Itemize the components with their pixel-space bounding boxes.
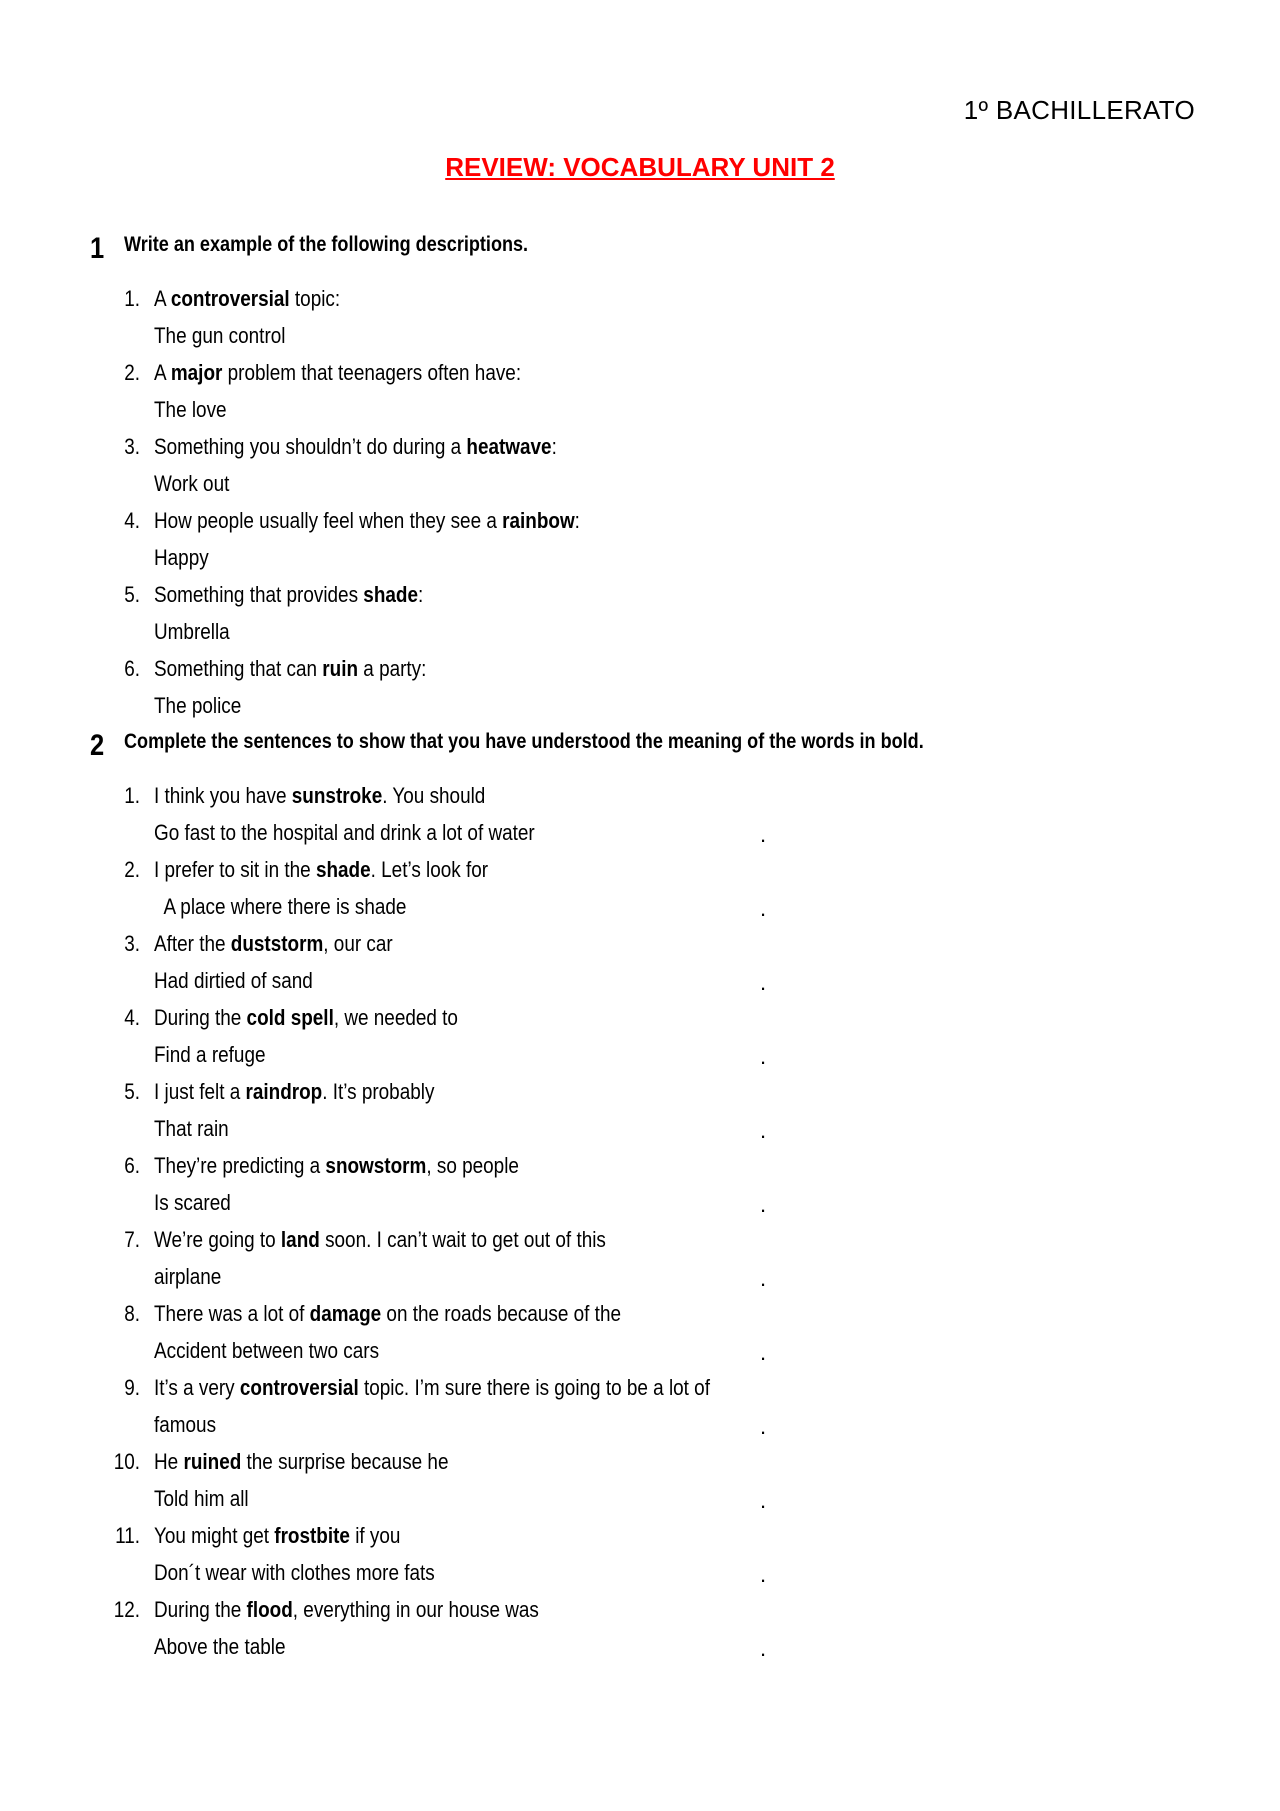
item-number: 3. bbox=[124, 931, 140, 956]
item-number: 6. bbox=[124, 1153, 140, 1178]
prompt-text: the surprise because he bbox=[241, 1449, 449, 1474]
prompt-text: . Let’s look for bbox=[370, 857, 489, 882]
list-item bbox=[90, 999, 1210, 1073]
item-number: 5. bbox=[124, 1079, 140, 1104]
line-end-period: . bbox=[760, 1636, 767, 1661]
item-answer: Don´t wear with clothes more fats bbox=[154, 1560, 435, 1585]
bold-keyword: heatwave bbox=[466, 434, 552, 459]
prompt-text: Something that provides bbox=[154, 582, 364, 607]
item-prompt bbox=[154, 1073, 434, 1110]
item-number: 7. bbox=[124, 1227, 140, 1252]
item-number: 11. bbox=[115, 1523, 140, 1548]
bold-keyword: sunstroke bbox=[291, 783, 383, 808]
bold-keyword: raindrop bbox=[245, 1079, 323, 1104]
list-item bbox=[90, 1517, 1210, 1591]
prompt-text: if you bbox=[349, 1523, 401, 1548]
bold-keyword: frostbite bbox=[274, 1523, 350, 1548]
prompt-text: , our car bbox=[323, 931, 393, 956]
item-prompt bbox=[154, 1221, 606, 1258]
list-item bbox=[90, 650, 1210, 724]
line-end-period: . bbox=[760, 970, 767, 995]
prompt-text: : bbox=[417, 582, 424, 607]
line-end-period: . bbox=[760, 1488, 767, 1513]
line-end-period: . bbox=[760, 1192, 767, 1217]
bold-keyword: flood bbox=[246, 1597, 293, 1622]
bold-keyword: rainbow bbox=[502, 508, 575, 533]
item-prompt bbox=[154, 1443, 448, 1480]
exercise-number: 1 bbox=[90, 232, 105, 265]
exercise-2-heading bbox=[90, 727, 1210, 761]
item-prompt bbox=[154, 925, 393, 962]
item-prompt bbox=[154, 1147, 519, 1184]
item-answer: Told him all bbox=[154, 1486, 249, 1511]
prompt-text: topic: bbox=[289, 286, 341, 311]
prompt-text: You might get bbox=[154, 1523, 275, 1548]
item-prompt bbox=[154, 1591, 539, 1628]
bold-keyword: shade bbox=[315, 857, 371, 882]
item-number: 2. bbox=[124, 857, 140, 882]
bold-keyword: ruined bbox=[183, 1449, 242, 1474]
list-item bbox=[90, 1147, 1210, 1221]
prompt-text: : bbox=[574, 508, 580, 533]
bold-keyword: controversial bbox=[239, 1375, 359, 1400]
item-prompt bbox=[154, 280, 340, 317]
prompt-text: problem that teenagers often have: bbox=[222, 360, 522, 385]
item-answer: The police bbox=[154, 693, 242, 718]
item-answer: Work out bbox=[154, 471, 230, 496]
item-prompt bbox=[154, 502, 580, 539]
list-item bbox=[90, 354, 1210, 428]
item-prompt bbox=[154, 1369, 710, 1406]
line-end-period: . bbox=[760, 1118, 767, 1143]
prompt-text: I just felt a bbox=[154, 1079, 246, 1104]
prompt-text: A bbox=[154, 286, 171, 311]
prompt-text: a party: bbox=[358, 656, 427, 681]
prompt-text: . You should bbox=[382, 783, 486, 808]
prompt-text: How people usually feel when they see a bbox=[154, 508, 503, 533]
list-item bbox=[90, 280, 1210, 354]
prompt-text: A bbox=[154, 360, 171, 385]
item-answer: Umbrella bbox=[154, 619, 230, 644]
bold-keyword: snowstorm bbox=[325, 1153, 427, 1178]
list-item bbox=[90, 1221, 1210, 1295]
prompt-text: During the bbox=[154, 1597, 247, 1622]
item-answer: Happy bbox=[154, 545, 209, 570]
item-answer: Accident between two cars bbox=[154, 1338, 380, 1363]
item-number: 1. bbox=[124, 286, 140, 311]
list-item bbox=[90, 1295, 1210, 1369]
prompt-text: , so people bbox=[426, 1153, 519, 1178]
exercise-2 bbox=[90, 727, 1210, 1665]
item-prompt bbox=[154, 650, 426, 687]
item-number: 10. bbox=[113, 1449, 140, 1474]
item-number: 4. bbox=[124, 508, 140, 533]
bold-keyword: ruin bbox=[322, 656, 359, 681]
item-answer: Had dirtied of sand bbox=[154, 968, 313, 993]
prompt-text: . It’s probably bbox=[322, 1079, 435, 1104]
item-answer: That rain bbox=[154, 1116, 229, 1141]
exercise-instruction: Write an example of the following descriptions. bbox=[124, 233, 529, 256]
line-end-period: . bbox=[760, 822, 767, 847]
item-prompt bbox=[154, 1295, 621, 1332]
item-answer: Is scared bbox=[154, 1190, 231, 1215]
prompt-text: Something you shouldn’t do during a bbox=[154, 434, 467, 459]
list-item bbox=[90, 576, 1210, 650]
prompt-text: During the bbox=[154, 1005, 247, 1030]
item-number: 4. bbox=[124, 1005, 140, 1030]
prompt-text: topic. I’m sure there is going to be a lot of bbox=[358, 1375, 710, 1400]
list-item bbox=[90, 925, 1210, 999]
prompt-text: He bbox=[154, 1449, 184, 1474]
prompt-text: It’s a very bbox=[154, 1375, 240, 1400]
exercise-1 bbox=[90, 230, 1210, 724]
prompt-text: Something that can bbox=[154, 656, 323, 681]
line-end-period: . bbox=[760, 1562, 767, 1587]
prompt-text: They’re predicting a bbox=[154, 1153, 326, 1178]
prompt-text: After the bbox=[154, 931, 231, 956]
exercise-1-heading bbox=[90, 230, 1210, 264]
bold-keyword: controversial bbox=[170, 286, 290, 311]
prompt-text: on the roads because of the bbox=[381, 1301, 621, 1326]
prompt-text: , everything in our house was bbox=[292, 1597, 539, 1622]
line-end-period: . bbox=[760, 1340, 767, 1365]
item-answer: The love bbox=[154, 397, 227, 422]
list-item bbox=[90, 851, 1210, 925]
exercise-1-items bbox=[90, 280, 1210, 724]
item-answer: A place where there is shade bbox=[154, 894, 407, 919]
item-answer: famous bbox=[154, 1412, 217, 1437]
list-item bbox=[90, 1073, 1210, 1147]
list-item bbox=[90, 777, 1210, 851]
prompt-text: soon. I can’t wait to get out of this bbox=[319, 1227, 606, 1252]
item-answer: Find a refuge bbox=[154, 1042, 266, 1067]
exercise-number: 2 bbox=[90, 729, 105, 762]
item-answer: airplane bbox=[154, 1264, 222, 1289]
exercise-2-items bbox=[90, 777, 1210, 1665]
prompt-text: There was a lot of bbox=[154, 1301, 310, 1326]
prompt-text: We’re going to bbox=[154, 1227, 281, 1252]
item-number: 2. bbox=[124, 360, 140, 385]
item-prompt bbox=[154, 354, 521, 391]
item-prompt bbox=[154, 1517, 400, 1554]
item-answer: Go fast to the hospital and drink a lot of water bbox=[154, 820, 535, 845]
item-number: 6. bbox=[124, 656, 140, 681]
line-end-period: . bbox=[760, 1044, 767, 1069]
bold-keyword: major bbox=[170, 360, 223, 385]
item-prompt bbox=[154, 777, 485, 814]
list-item bbox=[90, 1369, 1210, 1443]
list-item bbox=[90, 428, 1210, 502]
list-item bbox=[90, 502, 1210, 576]
list-item bbox=[90, 1443, 1210, 1517]
item-number: 5. bbox=[124, 582, 140, 607]
bold-keyword: land bbox=[280, 1227, 320, 1252]
prompt-text: , we needed to bbox=[333, 1005, 458, 1030]
item-number: 3. bbox=[124, 434, 140, 459]
line-end-period: . bbox=[760, 1414, 767, 1439]
line-end-period: . bbox=[760, 1266, 767, 1291]
item-prompt bbox=[154, 576, 423, 613]
item-prompt bbox=[154, 851, 488, 888]
list-item bbox=[90, 1591, 1210, 1665]
prompt-text: I think you have bbox=[154, 783, 292, 808]
item-answer: The gun control bbox=[154, 323, 286, 348]
item-number: 1. bbox=[124, 783, 140, 808]
prompt-text: : bbox=[551, 434, 557, 459]
item-number: 9. bbox=[124, 1375, 140, 1400]
bold-keyword: shade bbox=[363, 582, 418, 607]
bold-keyword: cold spell bbox=[246, 1005, 334, 1030]
course-level: 1º BACHILLERATO bbox=[963, 95, 1195, 125]
exercise-instruction: Complete the sentences to show that you have understood the meaning of the words in bold. bbox=[124, 730, 924, 753]
prompt-text: I prefer to sit in the bbox=[154, 857, 316, 882]
item-prompt bbox=[154, 428, 557, 465]
item-answer: Above the table bbox=[154, 1634, 286, 1659]
item-number: 8. bbox=[124, 1301, 140, 1326]
bold-keyword: duststorm bbox=[230, 931, 324, 956]
item-prompt bbox=[154, 999, 458, 1036]
line-end-period: . bbox=[760, 896, 767, 921]
item-number: 12. bbox=[113, 1597, 140, 1622]
page-title: REVIEW: VOCABULARY UNIT 2 bbox=[445, 152, 835, 182]
bold-keyword: damage bbox=[309, 1301, 382, 1326]
